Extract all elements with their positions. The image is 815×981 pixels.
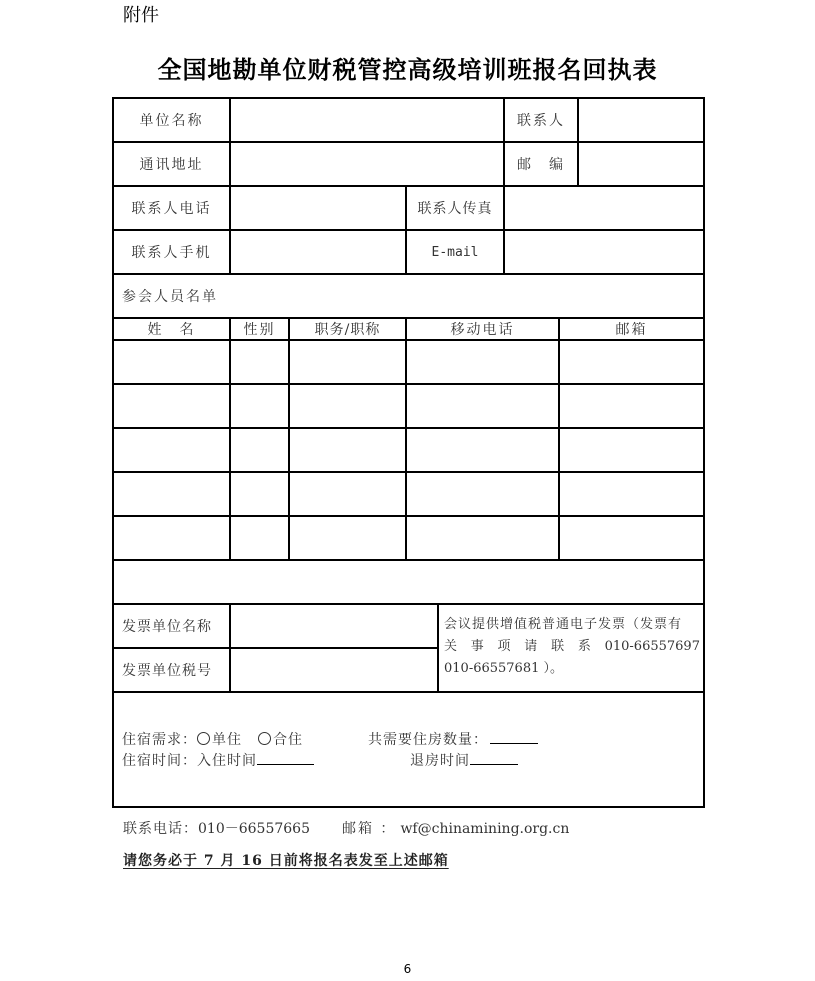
column-header-gender: 性别 <box>243 322 276 338</box>
checkin-field[interactable] <box>257 750 314 765</box>
contact-phone-field[interactable] <box>231 187 405 229</box>
contact-mobile-field[interactable] <box>231 231 405 273</box>
address-field[interactable] <box>231 143 503 185</box>
unit-name-label: 单位名称 <box>139 113 204 129</box>
attendee-position-field[interactable] <box>290 341 405 383</box>
column-header-email: 邮箱 <box>615 322 648 338</box>
radio-circle-icon <box>258 732 271 745</box>
stay-time-row <box>122 750 314 770</box>
invoice-note-line2 <box>444 636 700 658</box>
radio-shared-label: 合住 <box>273 732 303 748</box>
attendee-gender-field[interactable] <box>231 473 288 515</box>
row-divider <box>112 691 705 693</box>
contact-fax-label: 联系人传真 <box>417 201 493 217</box>
stay-time-label: 住宿时间： <box>122 753 197 769</box>
contact-phone-footer-label: 联系电话： <box>123 821 198 837</box>
room-count-field[interactable] <box>490 729 538 744</box>
attachment-label: 附件 <box>123 5 159 26</box>
email-label: E-mail <box>431 244 479 260</box>
attendee-position-field[interactable] <box>290 429 405 471</box>
attendee-email-field[interactable] <box>560 429 703 471</box>
table-border-right <box>703 97 705 808</box>
attendee-gender-field[interactable] <box>231 517 288 559</box>
accommodation-need-label: 住宿需求： <box>122 732 197 748</box>
contact-person-label: 联系人 <box>517 113 565 129</box>
contact-fax-field[interactable] <box>505 187 703 229</box>
contact-email-footer-label: 邮箱 ： <box>341 821 397 837</box>
invoice-unit-label: 发票单位名称 <box>122 619 212 635</box>
invoice-note-line1: 会议提供增值税普通电子发票（发票有 <box>444 617 683 632</box>
attendee-position-field[interactable] <box>290 517 405 559</box>
postcode-label: 邮 编 <box>517 157 565 173</box>
radio-circle-icon <box>197 732 210 745</box>
column-header-mobile: 移动电话 <box>450 322 515 338</box>
invoice-note <box>444 614 700 680</box>
invoice-phone-1: 010-66557697 <box>604 639 700 654</box>
email-field[interactable] <box>505 231 703 273</box>
attendee-gender-field[interactable] <box>231 341 288 383</box>
attendee-mobile-field[interactable] <box>407 385 558 427</box>
attendee-mobile-field[interactable] <box>407 473 558 515</box>
remarks-field[interactable] <box>114 561 703 603</box>
contact-phone-footer-value: 010－66557665 <box>198 821 310 837</box>
attendee-position-field[interactable] <box>290 473 405 515</box>
attendee-name-field[interactable] <box>114 429 229 471</box>
checkin-label: 入住时间 <box>197 753 257 769</box>
attendee-mobile-field[interactable] <box>407 517 558 559</box>
attendee-gender-field[interactable] <box>231 385 288 427</box>
page-number: 6 <box>403 962 412 976</box>
attendee-email-field[interactable] <box>560 341 703 383</box>
note-word: 请 <box>524 639 538 654</box>
attendee-mobile-field[interactable] <box>407 341 558 383</box>
room-count-label: 共需要住房数量： <box>368 732 488 748</box>
attendee-email-field[interactable] <box>560 473 703 515</box>
deadline-notice: 请您务必于 7 月 16 日前将报名表发至上述邮箱 <box>123 853 449 869</box>
note-word: 联 <box>551 639 565 654</box>
attendee-email-field[interactable] <box>560 385 703 427</box>
attendee-email-field[interactable] <box>560 517 703 559</box>
note-word: 关 <box>444 639 458 654</box>
contact-mobile-label: 联系人手机 <box>131 245 212 261</box>
accommodation-need-row <box>122 729 303 749</box>
attendee-mobile-field[interactable] <box>407 429 558 471</box>
radio-shared[interactable] <box>258 732 303 748</box>
contact-person-field[interactable] <box>579 99 703 141</box>
checkout-row <box>410 750 518 770</box>
postcode-field[interactable] <box>579 143 703 185</box>
attendee-name-field[interactable] <box>114 341 229 383</box>
attendees-section-label: 参会人员名单 <box>122 289 218 305</box>
note-word: 事 <box>470 639 484 654</box>
attendee-name-field[interactable] <box>114 473 229 515</box>
attendee-name-field[interactable] <box>114 517 229 559</box>
invoice-tax-id-field[interactable] <box>231 649 437 691</box>
invoice-note-line3: 010-66557681 ）。 <box>444 661 564 676</box>
col-divider <box>437 603 439 691</box>
attendee-position-field[interactable] <box>290 385 405 427</box>
radio-single-label: 单住 <box>212 732 242 748</box>
table-border-bottom <box>112 806 705 808</box>
checkout-field[interactable] <box>470 750 518 765</box>
contact-info-line <box>123 818 569 838</box>
column-header-name: 姓 名 <box>147 322 196 338</box>
note-word: 系 <box>577 639 591 654</box>
room-count-row <box>368 729 538 749</box>
address-label: 通讯地址 <box>139 157 204 173</box>
form-title: 全国地勘单位财税管控高级培训班报名回执表 <box>157 56 658 84</box>
invoice-unit-field[interactable] <box>231 605 437 647</box>
invoice-tax-id-label: 发票单位税号 <box>122 663 212 679</box>
contact-email-footer-value[interactable]: wf@chinamining.org.cn <box>400 821 570 837</box>
unit-name-field[interactable] <box>231 99 503 141</box>
attendee-gender-field[interactable] <box>231 429 288 471</box>
checkout-label: 退房时间 <box>410 753 470 769</box>
radio-single[interactable] <box>197 732 242 748</box>
column-header-position: 职务/职称 <box>314 322 381 338</box>
note-word: 项 <box>497 639 511 654</box>
contact-phone-label: 联系人电话 <box>131 201 212 217</box>
attendee-name-field[interactable] <box>114 385 229 427</box>
